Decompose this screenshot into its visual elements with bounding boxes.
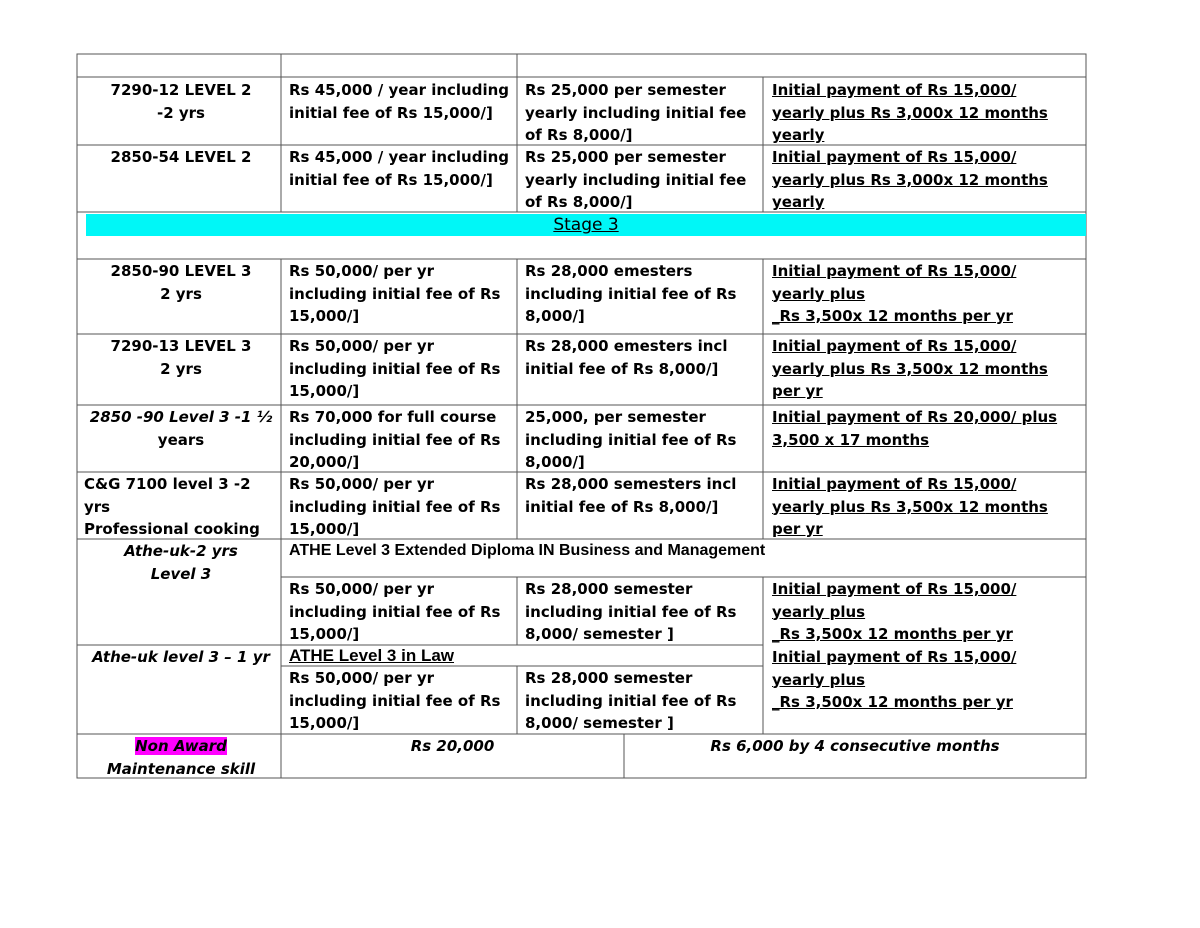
monthly-fee-cell: Rs 6,000 by 4 consecutive months [710, 737, 1000, 755]
course-name: 7290-12 LEVEL 2 [110, 81, 252, 99]
course-cell [86, 146, 276, 169]
semester-fee-cell: Rs 28,000 emesters incl initial fee of Rs 8,000/] [525, 337, 728, 378]
course-name: C&G 7100 level 3 -2 yrs [84, 475, 251, 516]
stage-title: Stage 3 [553, 215, 619, 235]
monthly-fee-cell [772, 406, 1062, 451]
monthly-fee-cell [772, 335, 1062, 403]
course-cell [86, 540, 276, 585]
course-duration: 2 yrs [160, 359, 202, 378]
monthly-fee-installment: Rs 3,000x 12 months yearly [772, 103, 1048, 144]
monthly-fee-installment: _Rs 3,500x 12 months per yr [772, 307, 1013, 325]
course-duration: 2 yrs [160, 284, 202, 303]
monthly-fee-installment: _Rs 3,500x 12 months per yr [772, 693, 1013, 711]
monthly-fee-cell [772, 146, 1062, 214]
monthly-fee-initial: Initial payment of Rs 15,000/ yearly plus [772, 475, 1017, 516]
course-name: 2850 -90 Level 3 -1 ½ [89, 408, 273, 426]
monthly-fee-cell [772, 578, 1062, 646]
course-name: 2850-90 LEVEL 3 [110, 262, 252, 280]
semester-fee-cell: Rs 28,000 emesters including initial fee of Rs 8,000/] [525, 262, 737, 325]
semester-fee-cell: Rs 28,000 semester including initial fee of Rs 8,000/ semester ] [525, 669, 737, 732]
course-duration: years [157, 430, 205, 449]
yearly-fee-cell: Rs 50,000/ per yr including initial fee of Rs 15,000/] [289, 580, 501, 643]
monthly-fee-initial: Initial payment of Rs 15,000/ yearly plus [772, 81, 1017, 122]
course-duration: Level 3 [150, 564, 212, 583]
flat-fee-cell: Rs 20,000 [410, 737, 495, 755]
law-title: ATHE Level 3 in Law [289, 646, 455, 665]
diploma-title: ATHE Level 3 Extended Diploma IN Business and Management [289, 542, 766, 559]
monthly-fee-cell [772, 646, 1062, 714]
semester-fee-cell: Rs 28,000 semesters incl initial fee of Rs 8,000/] [525, 475, 737, 516]
yearly-fee-cell: Rs 50,000/ per yr including initial fee of Rs 15,000/] [289, 337, 501, 400]
non-award-label [86, 735, 276, 758]
monthly-fee-installment: Rs 3,500x 12 months per yr [772, 359, 1048, 400]
course-name: 7290-13 LEVEL 3 [110, 337, 252, 355]
monthly-fee-cell [772, 473, 1062, 541]
monthly-fee-initial: Initial payment of Rs 20,000/ plus 3,500 x 17 months [772, 408, 1058, 449]
course-name: Athe-uk level 3 – 1 yr [92, 648, 270, 666]
yearly-fee-cell: Rs 50,000/ per yr including initial fee of Rs 15,000/] [289, 475, 501, 538]
course-cell [86, 406, 276, 451]
monthly-fee-initial: Initial payment of Rs 15,000/ yearly plus [772, 580, 1017, 621]
monthly-fee-initial: Initial payment of Rs 15,000/ yearly plus [772, 262, 1017, 303]
course-cell [86, 79, 276, 124]
monthly-fee-initial: Initial payment of Rs 15,000/ yearly plus [772, 337, 1017, 378]
course-cell [86, 646, 276, 669]
yearly-fee-cell: Rs 45,000 / year including initial fee of Rs 15,000/] [289, 81, 510, 122]
monthly-fee-initial: Initial payment of Rs 15,000/ yearly plus [772, 648, 1017, 689]
semester-fee-cell: Rs 28,000 semester including initial fee of Rs 8,000/ semester ] [525, 580, 737, 643]
monthly-fee-installment: _Rs 3,500x 12 months per yr [772, 625, 1013, 643]
yearly-fee-cell: Rs 50,000/ per yr including initial fee of Rs 15,000/] [289, 669, 501, 732]
course-name: 2850-54 LEVEL 2 [110, 148, 252, 166]
course-name: Athe-uk-2 yrs [124, 542, 238, 560]
semester-fee-cell: 25,000, per semester including initial fee of Rs 8,000/] [525, 408, 737, 471]
course-cell [84, 473, 280, 541]
non-award-highlight: Non Award [135, 737, 227, 755]
monthly-fee-initial: Initial payment of Rs 15,000/ yearly plus [772, 148, 1017, 189]
semester-fee-cell: Rs 25,000 per semester yearly including initial fee of Rs 8,000/] [525, 81, 747, 144]
monthly-fee-cell [772, 79, 1062, 147]
yearly-fee-cell: Rs 45,000 / year including initial fee of Rs 15,000/] [289, 148, 510, 189]
monthly-fee-installment: Rs 3,500x 12 months per yr [772, 497, 1048, 538]
monthly-fee-cell [772, 260, 1062, 328]
course-cell [86, 260, 276, 305]
course-duration: -2 yrs [157, 103, 205, 122]
semester-fee-cell: Rs 25,000 per semester yearly including initial fee of Rs 8,000/] [525, 148, 747, 211]
monthly-fee-installment: Rs 3,000x 12 months yearly [772, 170, 1048, 211]
yearly-fee-cell: Rs 50,000/ per yr including initial fee of Rs 15,000/] [289, 262, 501, 325]
yearly-fee-cell: Rs 70,000 for full course including initial fee of Rs 20,000/] [289, 408, 501, 471]
course-duration: Professional cooking [84, 520, 260, 538]
course-duration: Maintenance skill [106, 759, 256, 778]
course-cell [86, 735, 276, 780]
course-cell [86, 335, 276, 380]
